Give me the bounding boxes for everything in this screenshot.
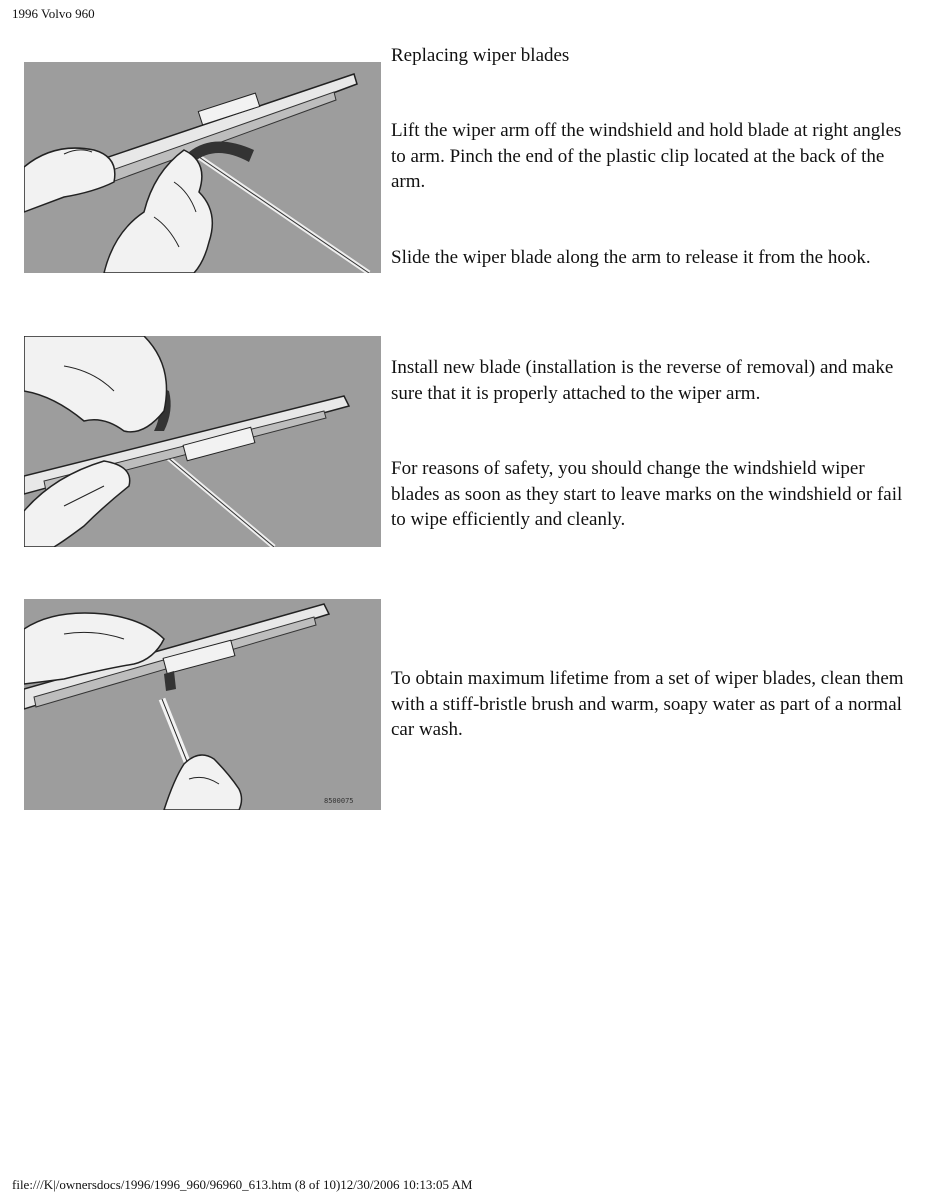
wiper-install-blade-photo — [24, 336, 381, 547]
paragraph-slide-blade: Slide the wiper blade along the arm to release it from the hook. — [391, 247, 871, 268]
document-header-title: 1996 Volvo 960 — [12, 6, 95, 21]
paragraph-maintenance: To obtain maximum lifetime from a set of wiper blades, clean them with a stiff-bristle brush and warm, soapy water as part of a normal car wash. — [391, 668, 904, 740]
section-heading: Replacing wiper blades — [391, 45, 570, 66]
figure-code: 8500075 — [324, 797, 354, 805]
paragraph-lift-arm: Lift the wiper arm off the windshield and hold blade at right angles to arm. Pinch the end of the plastic clip located at the back of the arm. — [391, 120, 902, 192]
wiper-blade-cleaning-photo — [24, 599, 381, 810]
paragraph-install-blade: Install new blade (installation is the reverse of removal) and make sure that it is properly attached to the wiper arm. — [391, 357, 894, 404]
document-footer-url: file:///K|/ownersdocs/1996/1996_960/96960_613.htm (8 of 10)12/30/2006 10:13:05 AM — [12, 1177, 473, 1192]
paragraph-safety: For reasons of safety, you should change the windshield wiper blades as soon as they start to leave marks on the windshield or fail to wipe efficiently and cleanly. — [391, 458, 903, 530]
wiper-release-clip-photo — [24, 62, 381, 273]
